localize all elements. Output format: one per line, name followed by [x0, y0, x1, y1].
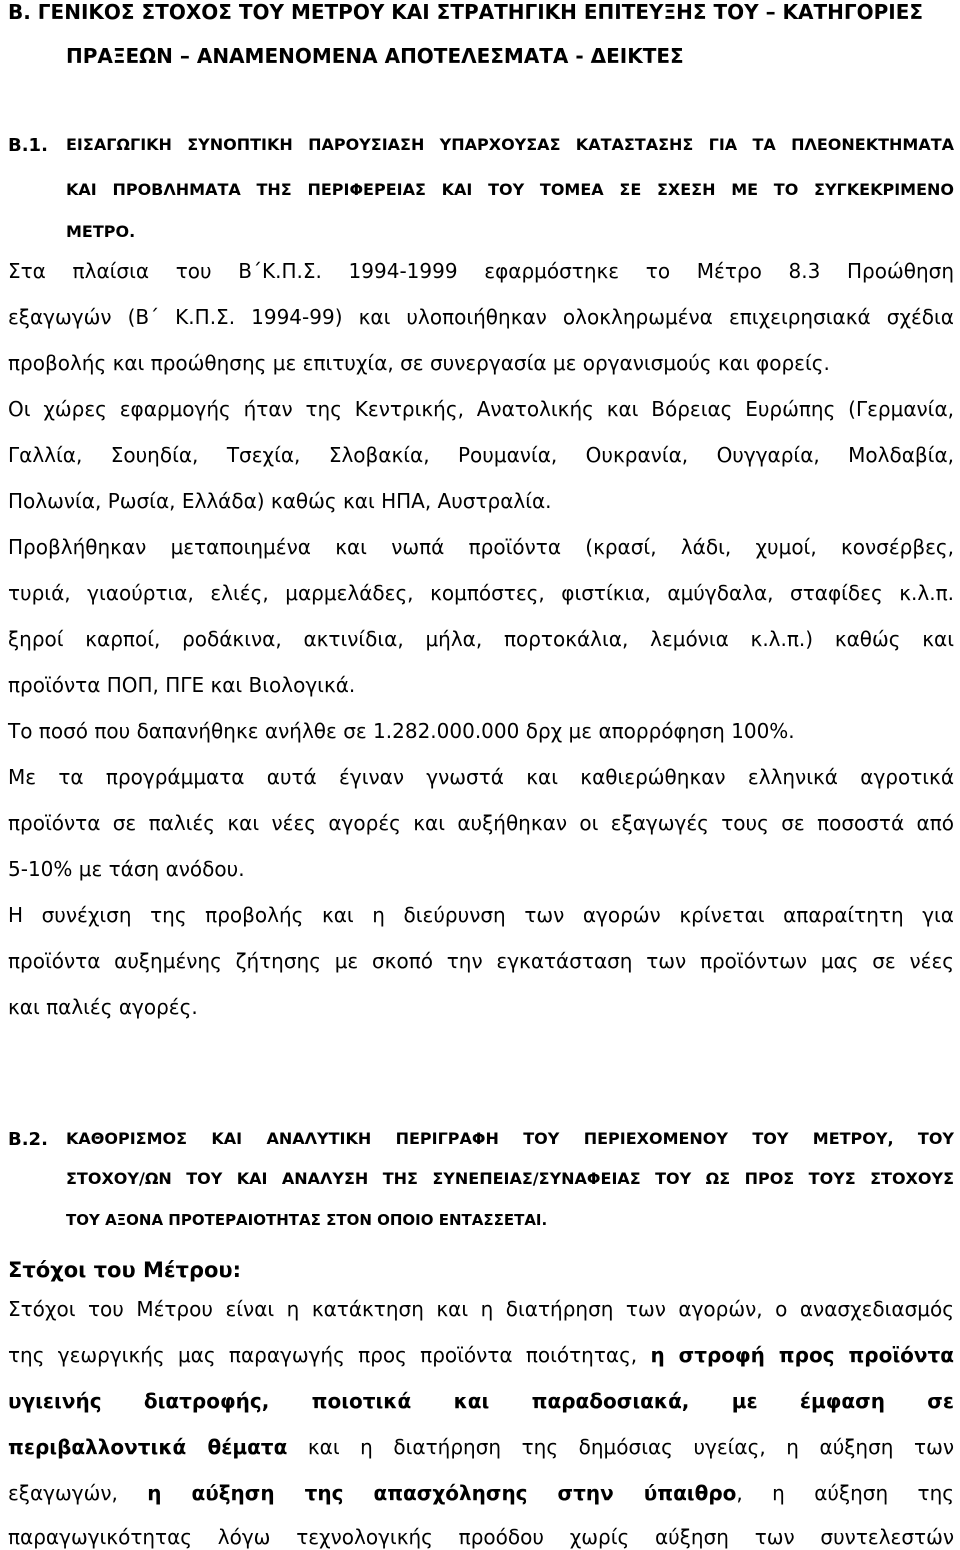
goals-text: εξαγωγών, [8, 1481, 148, 1505]
goals-emphasis: η αύξηση της απασχόλησης στην ύπαιθρο [147, 1481, 737, 1505]
goals-line [8, 1342, 954, 1368]
goals-text: και η διατήρηση της δημόσιας υγείας, η αύξηση των [287, 1435, 954, 1459]
section-1-number: Β.1. [8, 135, 48, 156]
main-heading-line-1: Β. ΓΕΝΙΚΟΣ ΣΤΟΧΟΣ ΤΟΥ ΜΕΤΡΟΥ ΚΑΙ ΣΤΡΑΤΗΓΙΚΗ ΕΠΙΤΕΥΞΗΣ ΤΟΥ – ΚΑΤΗΓΟΡΙΕΣ [8, 0, 924, 24]
body-line: ξηροί καρποί, ροδάκινα, ακτινίδια, μήλα, πορτοκάλια, λεμόνια κ.λ.π.) καθώς και [8, 627, 954, 651]
body-line: τυριά, γιαούρτια, ελιές, μαρμελάδες, κομπόστες, φιστίκια, αμύγδαλα, σταφίδες κ.λ.π. [8, 581, 954, 605]
body-line: προβολής και προώθησης με επιτυχία, σε συνεργασία με οργανισμούς και φορείς. [8, 351, 830, 375]
section-2-heading-line-3: ΤΟΥ ΑΞΟΝΑ ΠΡΟΤΕΡΑΙΟΤΗΤΑΣ ΣΤΟΝ ΟΠΟΙΟ ΕΝΤΑΣΣΕΤΑΙ. [66, 1211, 548, 1229]
body-line: Προβλήθηκαν μεταποιημένα και νωπά προϊόντα (κρασί, λάδι, χυμοί, κονσέρβες, [8, 535, 954, 559]
goals-emphasis: η στροφή προς προϊόντα [650, 1343, 954, 1367]
goals-emphasis: περιβαλλοντικά θέματα [8, 1435, 288, 1459]
goals-text: της γεωργικής μας παραγωγής προς προϊόντα ποιότητας, [8, 1343, 651, 1367]
body-line: προϊόντα ΠΟΠ, ΠΓΕ και Βιολογικά. [8, 673, 356, 697]
section-1-heading-line-1: ΕΙΣΑΓΩΓΙΚΗ ΣΥΝΟΠΤΙΚΗ ΠΑΡΟΥΣΙΑΣΗ ΥΠΑΡΧΟΥΣΑΣ ΚΑΤΑΣΤΑΣΗΣ ΓΙΑ ΤΑ ΠΛΕΟΝΕΚΤΗΜΑΤΑ [66, 135, 954, 154]
body-line: Πολωνία, Ρωσία, Ελλάδα) καθώς και ΗΠΑ, Αυστραλία. [8, 489, 552, 513]
section-1-heading-line-3: ΜΕΤΡΟ. [66, 222, 136, 241]
body-line: και παλιές αγορές. [8, 995, 198, 1019]
section-2-heading-line-2: ΣΤΟΧΟΥ/ΩΝ ΤΟΥ ΚΑΙ ΑΝΑΛΥΣΗ ΤΗΣ ΣΥΝΕΠΕΙΑΣ/ΣΥΝΑΦΕΙΑΣ ΤΟΥ ΩΣ ΠΡΟΣ ΤΟΥΣ ΣΤΟΧΟΥΣ [66, 1169, 954, 1188]
body-line: Οι χώρες εφαρμογής ήταν της Κεντρικής, Ανατολικής και Βόρειας Ευρώπης (Γερμανία, [8, 397, 954, 421]
body-line: Στα πλαίσια του Β΄Κ.Π.Σ. 1994-1999 εφαρμόστηκε το Μέτρο 8.3 Προώθηση [8, 259, 954, 283]
goals-text: Στόχοι του Μέτρου είναι η κατάκτηση και η διατήρηση των αγορών, ο ανασχεδιασμός [8, 1297, 954, 1321]
goals-text: παραγωγικότητας λόγω τεχνολογικής προόδου χωρίς αύξηση των συντελεστών [8, 1525, 954, 1549]
goals-title: Στόχοι του Μέτρου: [8, 1258, 241, 1282]
goals-line [8, 1480, 954, 1506]
goals-line [8, 1434, 954, 1460]
body-line: 5-10% με τάση ανόδου. [8, 857, 245, 881]
goals-emphasis: υγιεινής διατροφής, ποιοτικά και παραδοσιακά, με έμφαση σε [8, 1389, 954, 1413]
goals-line [8, 1296, 954, 1322]
body-line: προϊόντα αυξημένης ζήτησης με σκοπό την εγκατάσταση των προϊόντων μας σε νέες [8, 949, 954, 973]
body-line: Γαλλία, Σουηδία, Τσεχία, Σλοβακία, Ρουμανία, Ουκρανία, Ουγγαρία, Μολδαβία, [8, 443, 954, 467]
goals-line [8, 1524, 954, 1550]
section-2-number: Β.2. [8, 1129, 48, 1150]
section-2-heading-line-1: ΚΑΘΟΡΙΣΜΟΣ ΚΑΙ ΑΝΑΛΥΤΙΚΗ ΠΕΡΙΓΡΑΦΗ ΤΟΥ ΠΕΡΙΕΧΟΜΕΝΟΥ ΤΟΥ ΜΕΤΡΟΥ, ΤΟΥ [66, 1129, 954, 1148]
body-line: Το ποσό που δαπανήθηκε ανήλθε σε 1.282.000.000 δρχ με απορρόφηση 100%. [8, 719, 795, 743]
body-line: εξαγωγών (Β΄ Κ.Π.Σ. 1994-99) και υλοποιήθηκαν ολοκληρωμένα επιχειρησιακά σχέδια [8, 305, 954, 329]
goals-line [8, 1388, 954, 1414]
main-heading-line-2: ΠΡΑΞΕΩΝ – ΑΝΑΜΕΝΟΜΕΝΑ ΑΠΟΤΕΛΕΣΜΑΤΑ - ΔΕΙΚΤΕΣ [66, 44, 684, 68]
section-1-heading-line-2: ΚΑΙ ΠΡΟΒΛΗΜΑΤΑ ΤΗΣ ΠΕΡΙΦΕΡΕΙΑΣ ΚΑΙ ΤΟΥ ΤΟΜΕΑ ΣΕ ΣΧΕΣΗ ΜΕ ΤΟ ΣΥΓΚΕΚΡΙΜΕΝΟ [66, 180, 954, 199]
body-line: προϊόντα σε παλιές και νέες αγορές και αυξήθηκαν οι εξαγωγές τους σε ποσοστά από [8, 811, 954, 835]
body-line: Η συνέχιση της προβολής και η διεύρυνση των αγορών κρίνεται απαραίτητη για [8, 903, 954, 927]
body-line: Με τα προγράμματα αυτά έγιναν γνωστά και καθιερώθηκαν ελληνικά αγροτικά [8, 765, 954, 789]
goals-text: , η αύξηση της [736, 1481, 955, 1505]
